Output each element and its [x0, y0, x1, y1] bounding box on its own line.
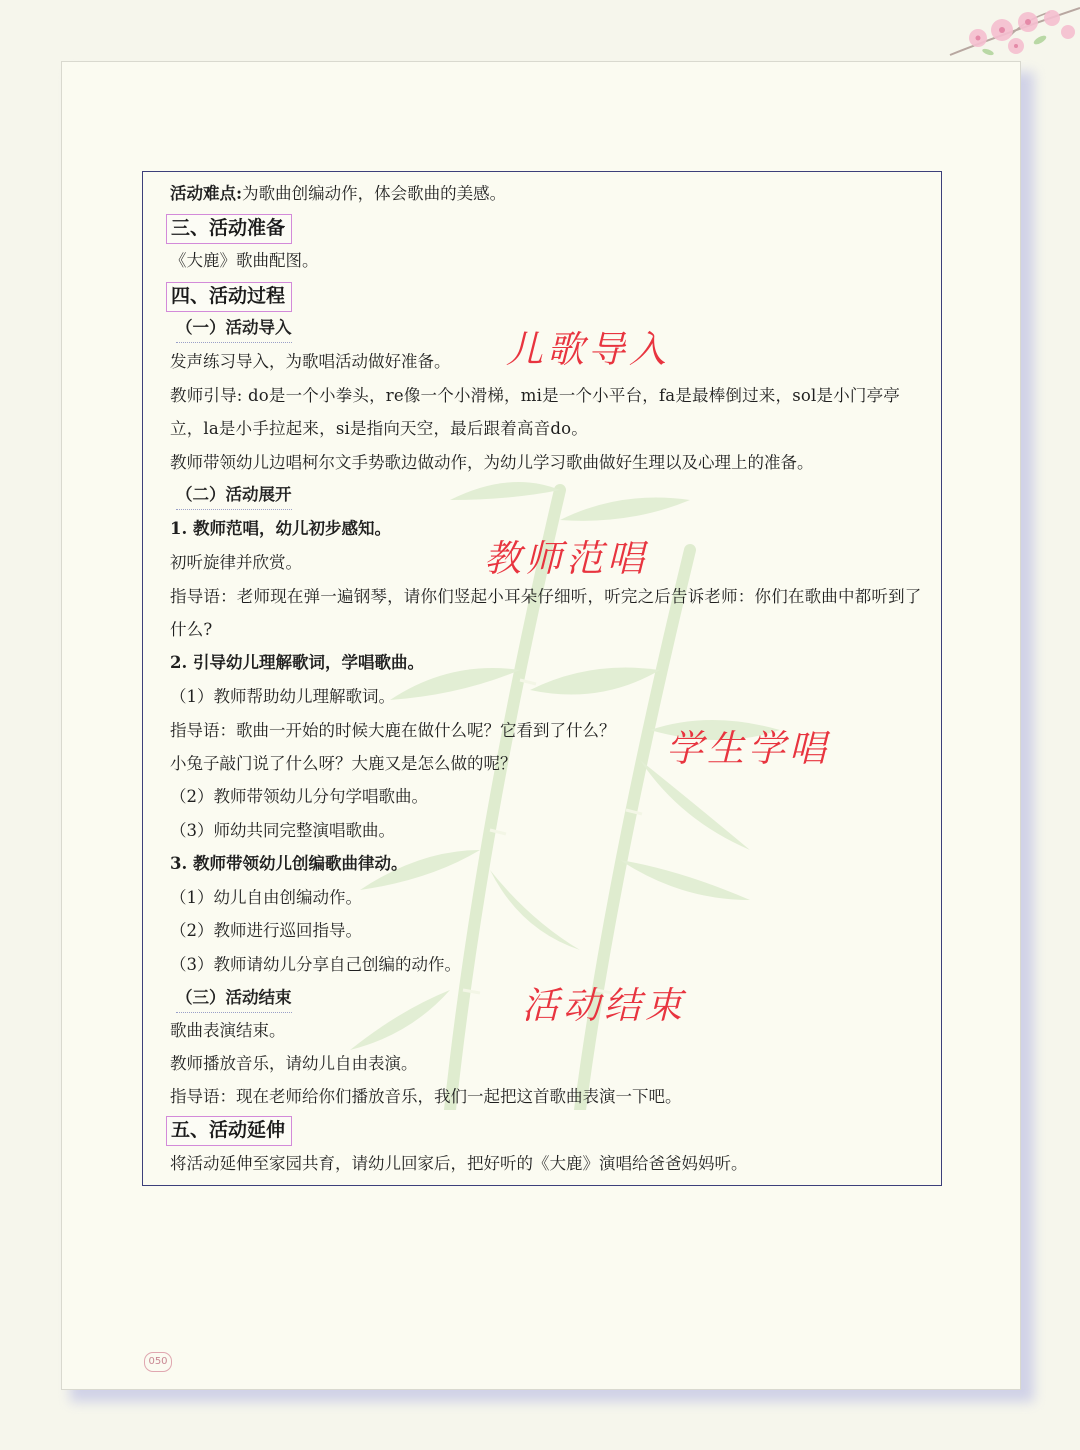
step2-a: （1）教师帮助幼儿理解歌词。 [170, 687, 395, 706]
part-intro-lead: 教师带领幼儿边唱柯尔文手势歌边做动作，为幼儿学习歌曲做好生理以及心理上的准备。 [170, 453, 814, 472]
page-number-badge: 050 [144, 1352, 172, 1372]
part-intro-text: 发声练习导入，为歌唱活动做好准备。 [170, 352, 451, 371]
step2-c: （3）师幼共同完整演唱歌曲。 [170, 821, 395, 840]
part-develop-title: （二）活动展开 [176, 484, 292, 510]
step2-guide2: 小兔子敲门说了什么呀？大鹿又是怎么做的呢？ [170, 754, 517, 773]
section-process-title: 四、活动过程 [166, 282, 292, 312]
annotation-student-learn: 学生学唱 [666, 727, 830, 770]
preparation-text: 《大鹿》歌曲配图。 [170, 251, 319, 270]
annotation-song-intro: 儿歌导入 [506, 328, 670, 371]
difficulty-text: 为歌曲创编动作，体会歌曲的美感。 [242, 184, 507, 203]
extension-text: 将活动延伸至家园共育，请幼儿回家后，把好听的《大鹿》演唱给爸爸妈妈听。 [170, 1154, 748, 1173]
step3-b: （2）教师进行巡回指导。 [170, 921, 362, 940]
step2-b: （2）教师带领幼儿分句学唱歌曲。 [170, 787, 428, 806]
part-end-guide: 指导语：现在老师给你们播放音乐，我们一起把这首歌曲表演一下吧。 [170, 1087, 682, 1106]
section-preparation-title: 三、活动准备 [166, 214, 292, 244]
difficulty-line [170, 183, 506, 205]
step1-title: 1. 教师范唱，幼儿初步感知。 [170, 519, 391, 538]
annotation-teacher-sing: 教师范唱 [484, 537, 648, 580]
part-end-text1: 歌曲表演结束。 [170, 1021, 286, 1040]
part-end-title: （三）活动结束 [176, 987, 292, 1013]
difficulty-label: 活动难点: [170, 184, 243, 203]
part-intro-guide: 教师引导: do是一个小拳头，re像一个小滑梯，mi是一个小平台，fa是最棒倒过来，sol是小门亭亭立，la是小手拉起来，si是指向天空，最后跟着高音do。 [170, 386, 900, 438]
section-extension-title: 五、活动延伸 [166, 1116, 292, 1146]
cherry-blossom-decoration [940, 0, 1080, 70]
step2-guide1: 指导语：歌曲一开始的时候大鹿在做什么呢？它看到了什么？ [170, 721, 616, 740]
step3-title: 3. 教师带领幼儿创编歌曲律动。 [170, 854, 408, 873]
part-end-text2: 教师播放音乐，请幼儿自由表演。 [170, 1054, 418, 1073]
step1-guide: 指导语：老师现在弹一遍钢琴，请你们竖起小耳朵仔细听，听完之后告诉老师：你们在歌曲中都听到了什么? [170, 587, 922, 639]
step3-a: （1）幼儿自由创编动作。 [170, 888, 362, 907]
step3-c: （3）教师请幼儿分享自己创编的动作。 [170, 955, 461, 974]
part-intro-title: （一）活动导入 [176, 317, 292, 343]
annotation-activity-end: 活动结束 [522, 984, 686, 1027]
step2-title: 2. 引导幼儿理解歌词，学唱歌曲。 [170, 653, 424, 672]
step1-text: 初听旋律并欣赏。 [170, 553, 302, 572]
